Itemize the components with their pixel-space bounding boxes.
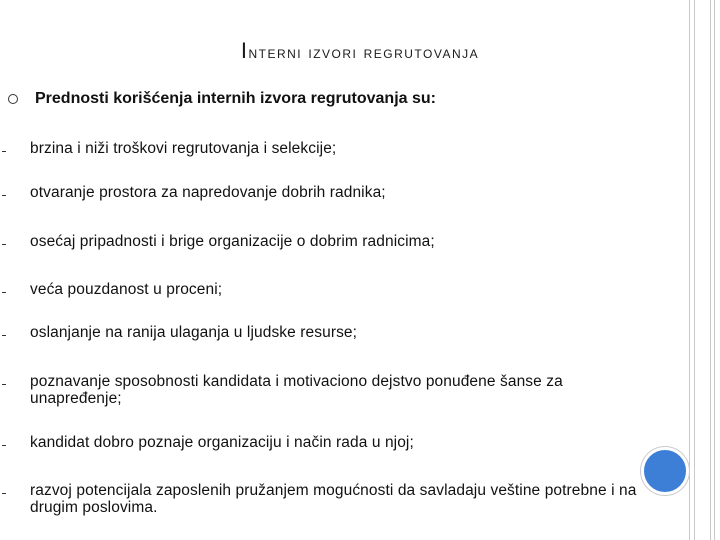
decorative-line xyxy=(689,0,690,540)
circle-bullet-icon xyxy=(8,94,18,104)
decorative-circle xyxy=(641,447,689,495)
lead-bullet xyxy=(8,90,436,108)
dash-bullet-icon xyxy=(2,195,6,196)
slide-title: Interni izvori regrutovanja xyxy=(240,38,480,63)
list-item: oslanjanje na ranija ulaganja u ljudske resurse; xyxy=(2,324,642,341)
list-item: veća pouzdanost u proceni; xyxy=(2,281,642,298)
dash-bullet-icon xyxy=(2,384,6,385)
dash-bullet-icon xyxy=(2,445,6,446)
list-item: brzina i niži troškovi regrutovanja i selekcije; xyxy=(2,140,642,157)
list-item: poznavanje sposobnosti kandidata i motivaciono dejstvo ponuđene šanse za unapređenje; xyxy=(2,373,642,407)
list-item: osećaj pripadnosti i brige organizacije o dobrim radnicima; xyxy=(2,233,642,250)
decorative-line xyxy=(694,0,695,540)
list-item: kandidat dobro poznaje organizaciju i način rada u njoj; xyxy=(2,434,642,451)
list-item: razvoj potencijala zaposlenih pružanjem mogućnosti da savladaju veštine potrebne i na drugim poslovima. xyxy=(2,482,642,516)
dash-bullet-icon xyxy=(2,151,6,152)
dash-bullet-icon xyxy=(2,335,6,336)
lead-text: Prednosti korišćenja internih izvora regrutovanja su: xyxy=(35,90,436,107)
dash-bullet-icon xyxy=(2,292,6,293)
list-item: otvaranje prostora za napredovanje dobrih radnika; xyxy=(2,184,642,201)
dash-bullet-icon xyxy=(2,493,6,494)
dash-bullet-icon xyxy=(2,244,6,245)
decorative-line xyxy=(710,0,711,540)
decorative-line xyxy=(714,0,715,540)
